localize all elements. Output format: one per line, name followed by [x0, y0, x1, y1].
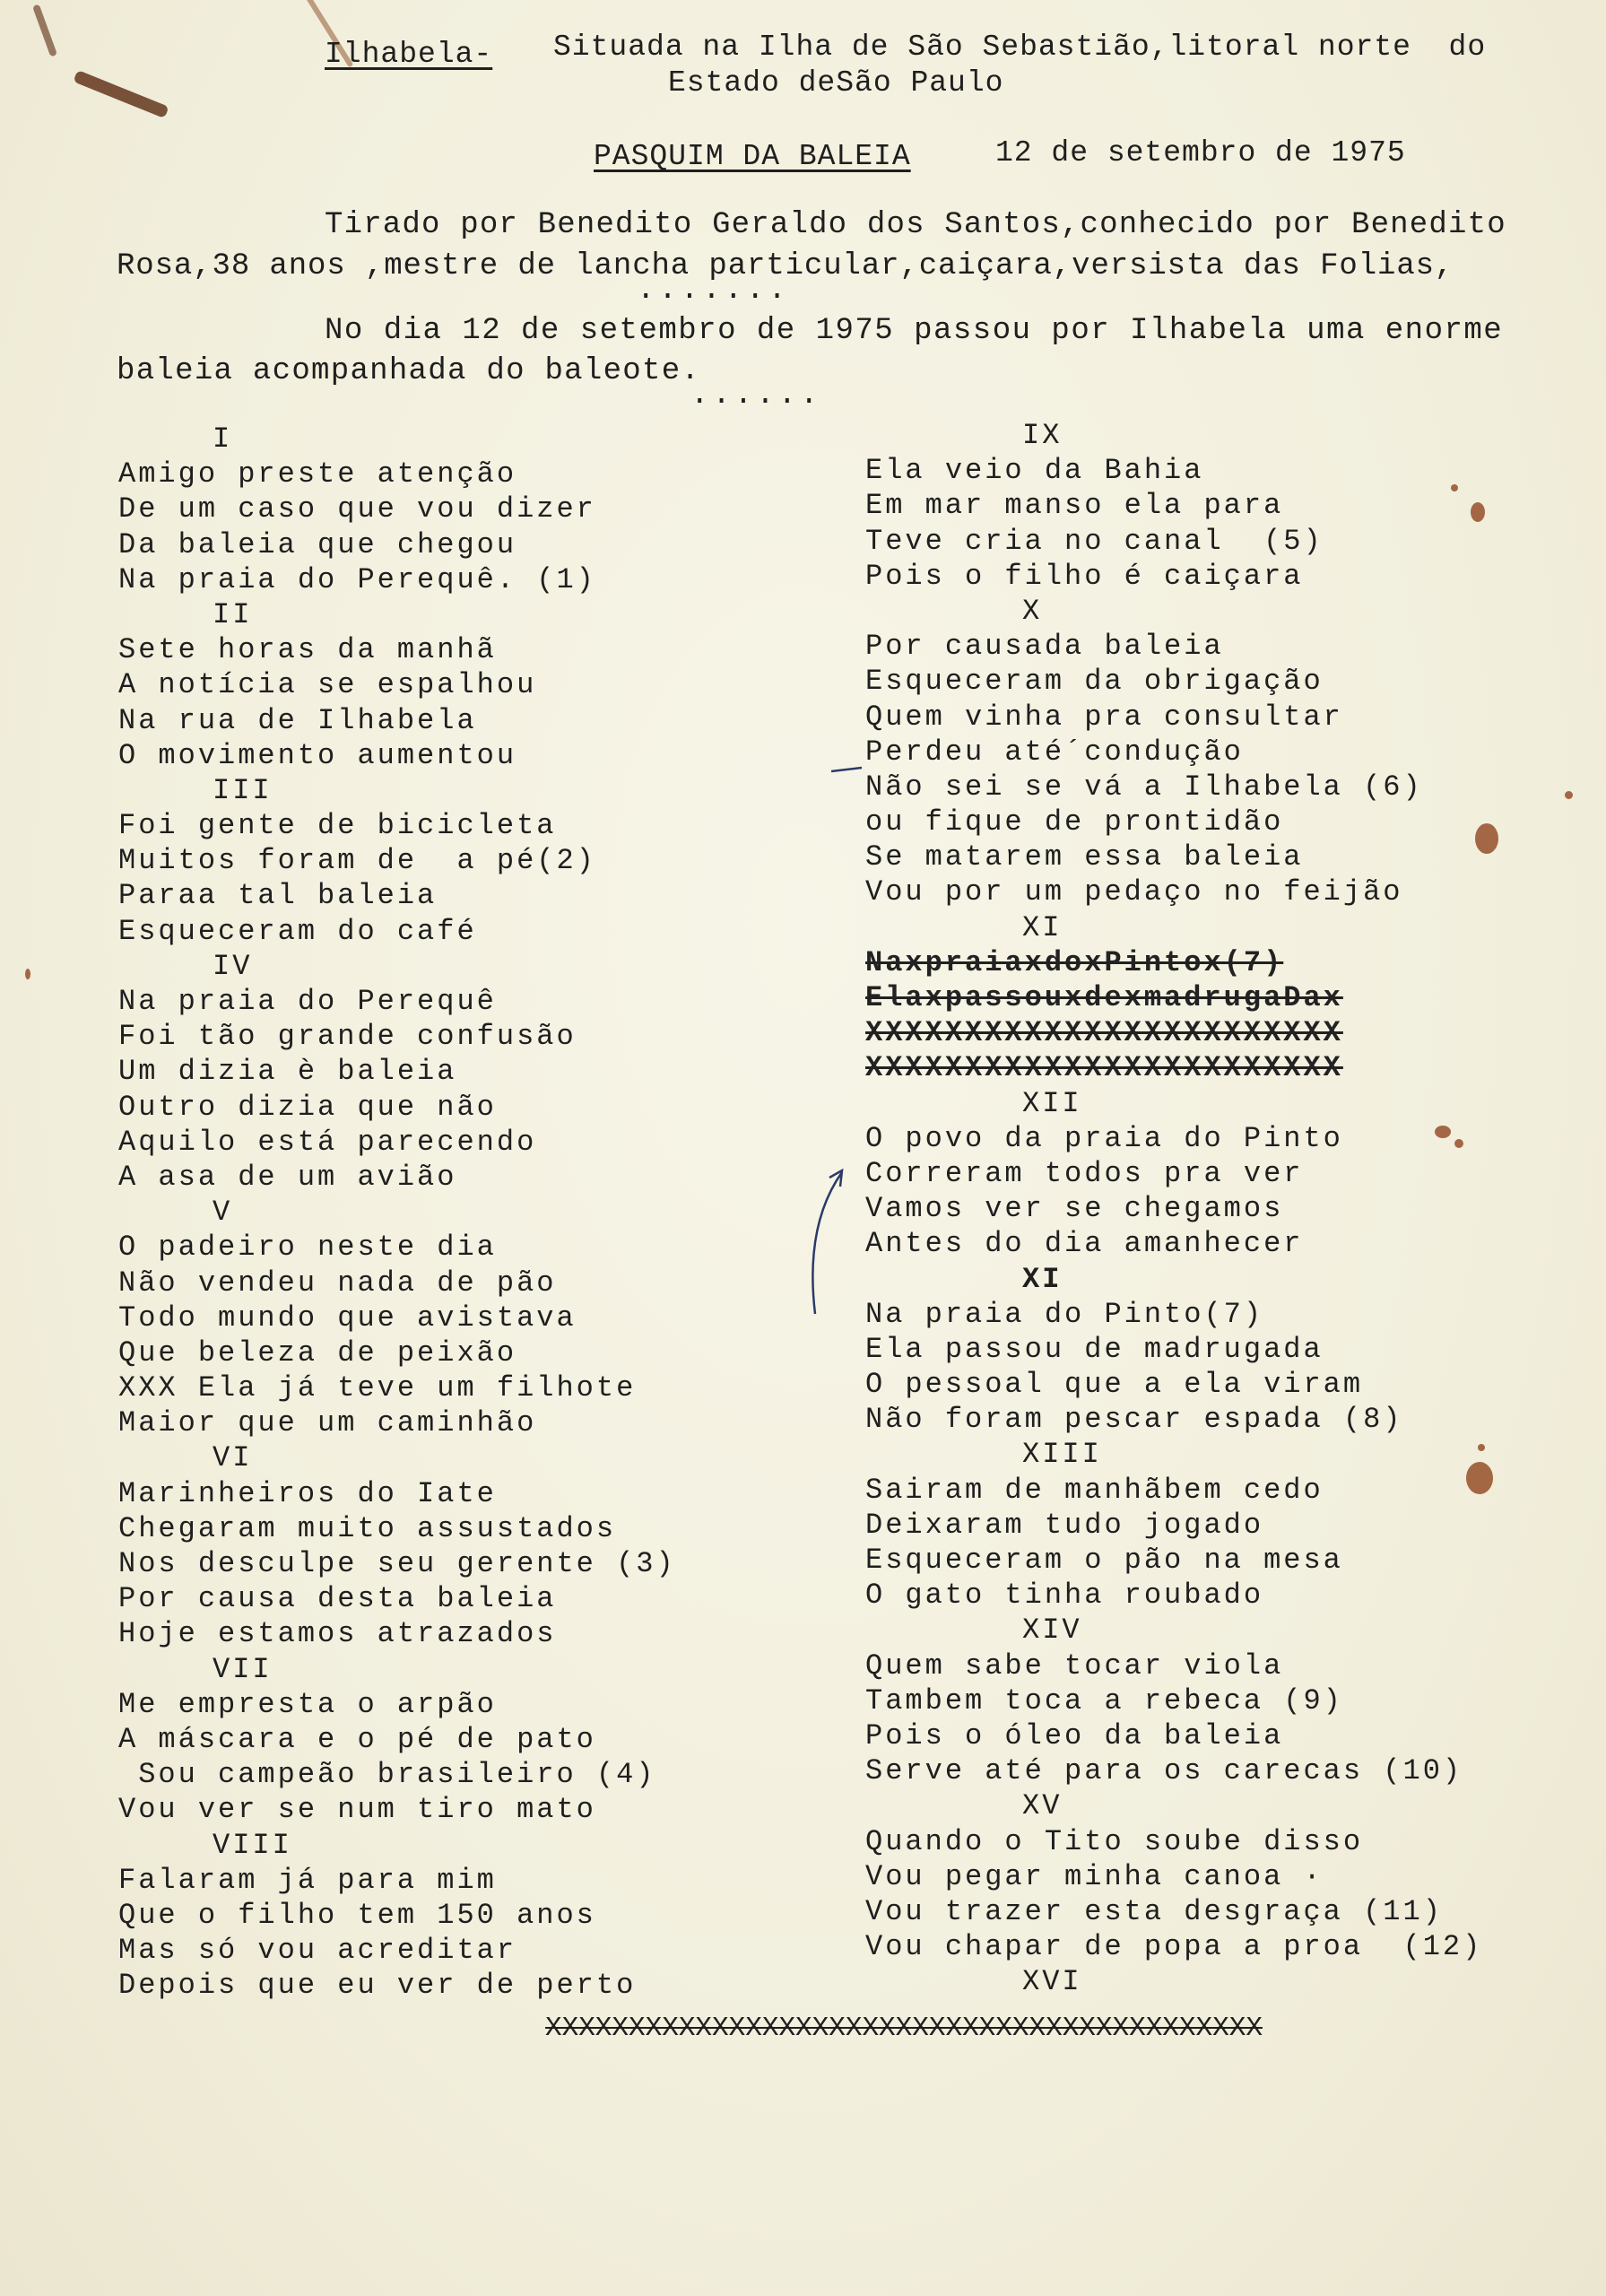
verse-line: De um caso que vou dizer: [118, 492, 596, 526]
ink-streak-mark: [73, 70, 169, 118]
verse-line: Pois o óleo da baleia: [865, 1718, 1284, 1752]
verse-line: Sou campeão brasileiro (4): [118, 1758, 656, 1792]
verse-line: Sete horas da manhã: [118, 633, 497, 667]
verse-line: Esqueceram da obrigação: [865, 665, 1324, 699]
verse-line: Na praia do Perequê. (1): [118, 562, 596, 596]
right-verse-column: [865, 418, 1493, 1999]
verse-line: Por causa desta baleia: [118, 1582, 557, 1616]
separator-dots: ......: [690, 378, 822, 413]
verse-line: Tambem toca a rebeca (9): [865, 1683, 1343, 1718]
verse-line: Ela veio da Bahia: [865, 454, 1204, 488]
intro-line-4: baleia acompanhada do baleote.: [117, 354, 701, 388]
stanza-number: III: [213, 773, 273, 807]
stanza-number: X: [1022, 594, 1043, 628]
verse-line: Muitos foram de a pé(2): [118, 844, 596, 878]
stanza-number: IX: [1022, 419, 1063, 452]
stanza-number: XV: [1022, 1789, 1063, 1823]
verse-line: O movimento aumentou: [118, 738, 517, 772]
stain-spot: [25, 969, 30, 979]
verse-line: Esqueceram do café: [118, 914, 477, 948]
ink-streak-mark: [32, 4, 57, 57]
stanza-number: XIII: [1022, 1438, 1102, 1472]
verse-line: Vamos ver se chegamos: [865, 1192, 1284, 1226]
intro-line-2: Rosa,38 anos ,mestre de lancha particular,caiçara,versista das Folias,: [117, 249, 1454, 283]
verse-line: Maior que um caminhão: [118, 1406, 537, 1440]
stanza-number: V: [213, 1196, 233, 1230]
closing-x-line: XXXXXXXXXXXXXXXXXXXXXXXXXXXXXXXXXXXXXXXXXXX: [545, 2013, 1263, 2044]
verse-line: Me empresta o arpão: [118, 1687, 497, 1721]
verse-line: XXX Ela já teve um filhote: [118, 1371, 637, 1405]
verse-line: O gato tinha roubado: [865, 1578, 1264, 1613]
stanza-number: XI: [1022, 910, 1063, 944]
verse-line: Esqueceram o pão na mesa: [865, 1544, 1343, 1577]
stanza-number: XVI: [1022, 1965, 1082, 1999]
struck-verse-line: XXXXXXXXXXXXXXXXXXXXXXXX: [865, 1051, 1343, 1085]
verse-line: Não vendeu nada de pão: [118, 1265, 557, 1300]
stanza-number: VIII: [213, 1828, 292, 1862]
location-line-1: Situada na Ilha de São Sebastião,litoral norte do: [553, 30, 1487, 64]
location-line-2: Estado deSão Paulo: [668, 66, 1004, 100]
stanza-number: IV: [213, 949, 253, 983]
verse-line: Serve até para os carecas (10): [865, 1754, 1463, 1788]
verse-line: Depois que eu ver de perto: [118, 1969, 637, 2003]
verse-line: Em mar manso ela para: [865, 489, 1284, 523]
handwritten-dash-mark: [829, 764, 865, 775]
verse-line: Perdeu até´condução: [865, 735, 1244, 769]
verse-line: Outro dizia que não: [118, 1090, 497, 1124]
verse-line: Correram todos pra ver: [865, 1156, 1304, 1190]
stanza-number: XIV: [1022, 1613, 1082, 1648]
handwritten-arrow-icon: [803, 1161, 856, 1323]
place-name: Ilhabela-: [325, 38, 493, 71]
verse-line: Por causada baleia: [865, 630, 1224, 664]
verse-line: O padeiro neste dia: [118, 1231, 497, 1265]
verse-line: Na praia do Pinto(7): [865, 1297, 1264, 1331]
verse-line: Aquilo está parecendo: [118, 1125, 537, 1159]
verse-line: A asa de um avião: [118, 1160, 457, 1194]
verse-line: Se matarem essa baleia: [865, 840, 1304, 874]
verse-line: O povo da praia do Pinto: [865, 1121, 1343, 1155]
stanza-number: VII: [213, 1652, 273, 1686]
struck-verse-line: NaxpraiaxdoxPintox(7): [865, 945, 1284, 979]
verse-line: Antes do dia amanhecer: [865, 1227, 1304, 1261]
verse-line: A notícia se espalhou: [118, 668, 537, 702]
verse-line: ou fique de prontidão: [865, 805, 1284, 839]
verse-line: Chegaram muito assustados: [118, 1511, 617, 1545]
left-verse-column: [118, 422, 764, 2003]
verse-line: Todo mundo que avistava: [118, 1300, 577, 1335]
verse-line: Pois o filho é caiçara: [865, 559, 1304, 593]
verse-line: Vou ver se num tiro mato: [118, 1793, 596, 1827]
verse-line: Quem sabe tocar viola: [865, 1648, 1284, 1683]
verse-line: Vou pegar minha canoa ·: [865, 1859, 1324, 1893]
separator-dots: .......: [637, 274, 790, 308]
verse-line: Sairam de manhãbem cedo: [865, 1473, 1324, 1507]
verse-line: Falaram já para mim: [118, 1863, 497, 1897]
verse-line: Foi tão grande confusão: [118, 1020, 577, 1054]
intro-line-1: Tirado por Benedito Geraldo dos Santos,conhecido por Benedito: [325, 208, 1506, 242]
verse-line: Quando o Tito soube disso: [865, 1824, 1364, 1858]
struck-verse-line: XXXXXXXXXXXXXXXXXXXXXXXX: [865, 1016, 1343, 1050]
stanza-number: XI: [1022, 1262, 1063, 1296]
verse-line: Quem vinha pra consultar: [865, 700, 1343, 734]
verse-line: A máscara e o pé de pato: [118, 1722, 596, 1756]
document-title: PASQUIM DA BALEIA: [594, 140, 911, 173]
stain-spot: [1565, 791, 1573, 799]
verse-line: Vou trazer esta desgraça (11): [865, 1894, 1443, 1928]
document-date: 12 de setembro de 1975: [995, 136, 1406, 170]
verse-line: Que o filho tem 150 anos: [118, 1898, 596, 1932]
verse-line: Vou por um pedaço no feijão: [865, 875, 1403, 909]
verse-line: Nos desculpe seu gerente (3): [118, 1547, 676, 1580]
verse-line: Na rua de Ilhabela: [118, 703, 477, 737]
verse-line: Da baleia que chegou: [118, 527, 517, 561]
stanza-number: XII: [1022, 1086, 1082, 1120]
verse-line: Foi gente de bicicleta: [118, 809, 557, 843]
stanza-number: VI: [213, 1441, 253, 1475]
verse-line: Paraa tal baleia: [118, 879, 438, 913]
verse-line: Marinheiros do Iate: [118, 1476, 497, 1510]
verse-line: Teve cria no canal (5): [865, 524, 1324, 558]
verse-line: Deixaram tudo jogado: [865, 1508, 1264, 1542]
verse-line: Que beleza de peixão: [118, 1335, 517, 1370]
verse-line: Na praia do Perequê: [118, 985, 497, 1018]
struck-verse-line: ElaxpassouxdexmadrugaDax: [865, 981, 1343, 1014]
verse-line: Mas só vou acreditar: [118, 1934, 517, 1968]
verse-line: Hoje estamos atrazados: [118, 1617, 557, 1651]
verse-line: Vou chapar de popa a proa (12): [865, 1930, 1483, 1964]
verse-line: Não sei se vá a Ilhabela (6): [865, 770, 1423, 804]
verse-line: Um dizia è baleia: [118, 1055, 457, 1089]
verse-line: O pessoal que a ela viram: [865, 1368, 1364, 1402]
stanza-number: II: [213, 597, 253, 631]
verse-line: Ela passou de madrugada: [865, 1332, 1324, 1366]
stanza-number: I: [213, 422, 233, 456]
verse-line: Não foram pescar espada (8): [865, 1403, 1403, 1437]
verse-line: Amigo preste atenção: [118, 457, 517, 491]
intro-line-3: No dia 12 de setembro de 1975 passou por Ilhabela uma enorme: [325, 314, 1504, 348]
